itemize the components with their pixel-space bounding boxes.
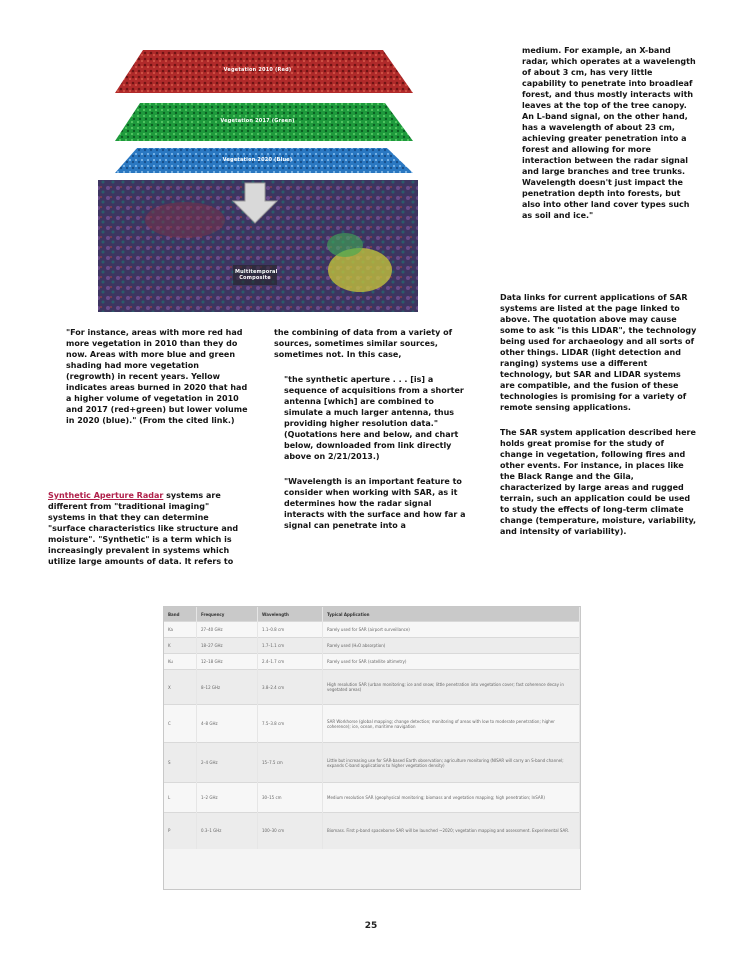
figure-caption <box>66 327 250 435</box>
green-layer-label: Vegetation 2017 (Green) <box>220 118 295 124</box>
cell-band: X <box>164 670 197 705</box>
header-band: Band <box>164 607 197 622</box>
cell-band: L <box>164 783 197 813</box>
cell-application: Little but increasing use for SAR-based Earth observation; agriculture monitoring (NISAR will carry an S-band channel; expands C-band applications to higher vegetation density) <box>323 743 580 783</box>
column-3-top <box>522 45 698 230</box>
table-row <box>164 670 580 705</box>
cell-band: K <box>164 638 197 654</box>
cell-band: P <box>164 813 197 849</box>
cell-wavelength: 1.1–0.8 cm <box>258 622 323 638</box>
cell-application: Medium resolution SAR (geophysical monitoring; biomass and vegetation mapping; high penetration; InSAR) <box>323 783 580 813</box>
cell-frequency: 8–12 GHz <box>197 670 258 705</box>
cell-wavelength: 2.4–1.7 cm <box>258 654 323 670</box>
sar-link[interactable]: Synthetic Aperture Radar <box>48 491 164 500</box>
cell-band: Ku <box>164 654 197 670</box>
table-row <box>164 813 580 849</box>
cell-application: Rarely used (H₂O absorption) <box>323 638 580 654</box>
cell-wavelength: 30–15 cm <box>258 783 323 813</box>
sar-intro <box>48 490 248 576</box>
header-frequency: Frequency <box>197 607 258 622</box>
wavelength-quote: "Wavelength is an important feature to consider when working with SAR, as it determines how the radar signal interacts with the surface and how far a signal can penetrate into a <box>284 477 466 530</box>
cell-frequency: 0.3–1 GHz <box>197 813 258 849</box>
cell-application: Rarely used for SAR (airport surveillance) <box>323 622 580 638</box>
application-paragraph: The SAR system application described here holds great promise for the study of change in vegetation, following fires and other events. For instance, in places like the Black Range and the Gila, characterized by large areas and rugged terrain, such an application could be used to study the effects of long-term climate change (temperature, moisture, variability, and intensity of variability). <box>500 428 697 536</box>
cell-frequency: 12–18 GHz <box>197 654 258 670</box>
header-wavelength: Wavelength <box>258 607 323 622</box>
sar-paragraph <box>48 490 248 567</box>
cell-frequency: 27–40 GHz <box>197 622 258 638</box>
cell-band: Ka <box>164 622 197 638</box>
cell-frequency: 1–2 GHz <box>197 783 258 813</box>
lidar-paragraph: Data links for current applications of SAR systems are listed at the page linked to above. The quotation above may cause some to ask "is this LIDAR", the technology being used for archaeology and all sorts of other things. LIDAR (light detection and ranging) systems use a different technology, but SAR and LIDAR systems are compatible, and the fusion of these technologies is promising for a variety of remote sensing applications. <box>500 293 697 412</box>
synthetic-aperture-quote: "the synthetic aperture . . . [is] a sequence of acquisitions from a shorter antenna [which] are combined to simulate a much larger antenna, thus providing higher resolution data." (Quotations here and below, and chart below, downloaded from link directly above on 2/21/2013.) <box>284 375 464 461</box>
cell-band: S <box>164 743 197 783</box>
column-3-bottom <box>500 292 698 546</box>
cell-wavelength: 15–7.5 cm <box>258 743 323 783</box>
caption-text: "For instance, areas with more red had more vegetation in 2010 than they do now. Areas with more blue and green shading had more vegetation (regrowth) in recent years. Yellow indicates areas burned in 2020 that had a higher volume of vegetation in 2010 and 2017 (red+green) but lower volume in 2020 (blue)." (From the cited link.) <box>66 328 248 425</box>
blue-layer-label: Vegetation 2020 (Blue) <box>222 157 293 163</box>
red-layer-label: Vegetation 2010 (Red) <box>223 67 292 73</box>
table-row <box>164 622 580 638</box>
page-number: 25 <box>364 921 378 931</box>
column-2 <box>274 327 474 540</box>
table-row <box>164 638 580 654</box>
cell-application: Biomass. First p-band spaceborne SAR will be launched ~2020; vegetation mapping and assessment. Experimental SAR. <box>323 813 580 849</box>
table-row <box>164 783 580 813</box>
table-row <box>164 654 580 670</box>
cell-frequency: 2–4 GHz <box>197 743 258 783</box>
table-row <box>164 743 580 783</box>
band-paragraph: medium. For example, an X-band radar, which operates at a wavelength of about 3 cm, has very little capability to penetrate into broadleaf forest, and thus mostly interacts with leaves at the top of the tree canopy. An L-band signal, on the other hand, has a wavelength of about 23 cm, achieving greater penetration into a forest and allowing for more interaction between the radar signal and large branches and tree trunks. Wavelength doesn't just impact the penetration depth into forests, but also into other land cover types such as soil and ice." <box>522 46 696 220</box>
table-header-row <box>164 607 580 622</box>
cell-band: C <box>164 705 197 743</box>
cell-frequency: 4–8 GHz <box>197 705 258 743</box>
vegetation-layers-figure <box>95 45 420 315</box>
table-row <box>164 705 580 743</box>
cell-application: SAR Workhorse (global mapping; change detection; monitoring of areas with low to moderate penetration; higher coherence); ice, ocean, maritime navigation <box>323 705 580 743</box>
cell-application: Rarely used for SAR (satellite altimetry) <box>323 654 580 670</box>
cell-application: High resolution SAR (urban monitoring; ice and snow; little penetration into vegetation cover; fast coherence decay in vegetated areas) <box>323 670 580 705</box>
band-table <box>164 607 580 849</box>
cell-wavelength: 7.5–3.8 cm <box>258 705 323 743</box>
sar-band-table <box>163 606 581 890</box>
composite-label: Multitemporal Composite <box>235 269 278 281</box>
cell-wavelength: 3.8–2.4 cm <box>258 670 323 705</box>
cell-frequency: 18–27 GHz <box>197 638 258 654</box>
header-application: Typical Application <box>323 607 580 622</box>
column2-paragraph: the combining of data from a variety of sources, sometimes similar sources, sometimes not. In this case, <box>274 328 453 359</box>
cell-wavelength: 100–30 cm <box>258 813 323 849</box>
sar-text: systems are different from "traditional imaging" systems in that they can determine "surface characteristics like structure and moisture". "Synthetic" is a term which is increasingly prevalent in systems which utilize large amounts of data. It refers to <box>48 491 239 566</box>
cell-wavelength: 1.7–1.1 cm <box>258 638 323 654</box>
